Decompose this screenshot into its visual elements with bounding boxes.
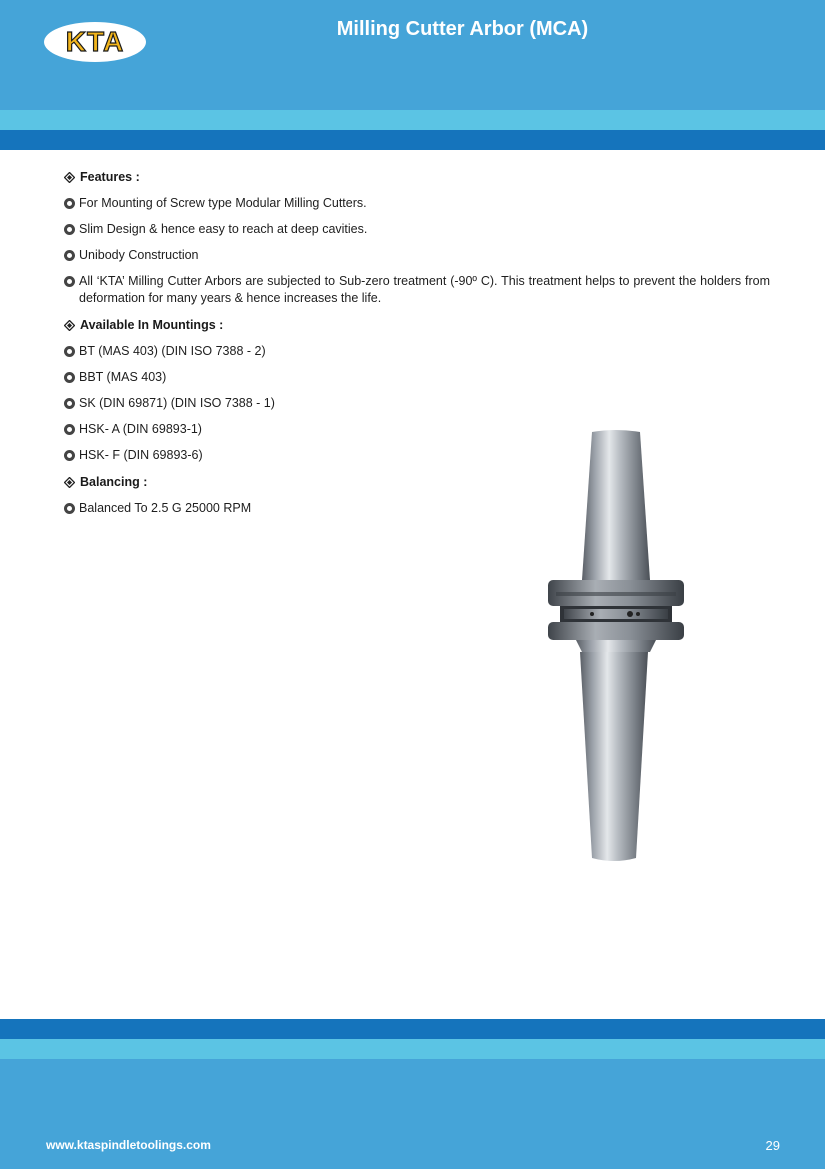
circle-bullet-icon (64, 224, 75, 235)
circle-bullet-icon (64, 198, 75, 209)
circle-bullet-icon (64, 398, 75, 409)
list-item (64, 247, 770, 264)
list-item (64, 195, 770, 212)
footer-stripe-light (0, 1039, 825, 1059)
circle-bullet-icon (64, 276, 75, 287)
list-item (64, 273, 770, 307)
diamond-bullet-icon (64, 320, 75, 331)
features-heading-text: Features : (80, 170, 140, 184)
mounting-item-text: SK (DIN 69871) (DIN ISO 7388 - 1) (79, 396, 275, 410)
mounting-item-text: HSK- F (DIN 69893-6) (79, 448, 203, 462)
list-item (64, 221, 770, 238)
circle-bullet-icon (64, 424, 75, 435)
kta-logo (44, 22, 146, 62)
list-item (64, 343, 770, 360)
balancing-item-text: Balanced To 2.5 G 25000 RPM (79, 501, 252, 515)
circle-bullet-icon (64, 372, 75, 383)
page-title: Milling Cutter Arbor (MCA) (336, 18, 589, 40)
feature-item-text: Unibody Construction (79, 248, 199, 262)
footer-stripe-dark (0, 1019, 825, 1039)
website-link[interactable]: www.ktaspindletoolings.com (46, 1138, 211, 1152)
arbor-product-image (546, 428, 686, 864)
page-number: 29 (765, 1138, 780, 1153)
logo-text: KTA (65, 26, 125, 57)
mounting-item-text: BBT (MAS 403) (79, 370, 167, 384)
diamond-bullet-icon (64, 477, 75, 488)
feature-item-text: Slim Design & hence easy to reach at deep cavities. (79, 222, 368, 236)
feature-item-text: All ‘KTA’ Milling Cutter Arbors are subjected to Sub-zero treatment (-90º C). This treatment helps to prevent the holders from deformation for many years & hence increases the life. (79, 274, 770, 305)
mounting-item-text: BT (MAS 403) (DIN ISO 7388 - 2) (79, 344, 266, 358)
diamond-bullet-icon (64, 172, 75, 183)
feature-item-text: For Mounting of Screw type Modular Milling Cutters. (79, 196, 367, 210)
circle-bullet-icon (64, 450, 75, 461)
mountings-heading-text: Available In Mountings : (80, 318, 224, 332)
list-item (64, 369, 770, 386)
footer-band (0, 1059, 825, 1169)
mounting-item-text: HSK- A (DIN 69893-1) (79, 422, 202, 436)
balancing-heading-text: Balancing : (80, 475, 148, 489)
header-stripe-dark (0, 130, 825, 150)
circle-bullet-icon (64, 250, 75, 261)
list-item (64, 395, 770, 412)
header-stripe-light (0, 110, 825, 130)
features-heading (64, 168, 770, 186)
circle-bullet-icon (64, 346, 75, 357)
mountings-heading (64, 316, 770, 334)
circle-bullet-icon (64, 503, 75, 514)
